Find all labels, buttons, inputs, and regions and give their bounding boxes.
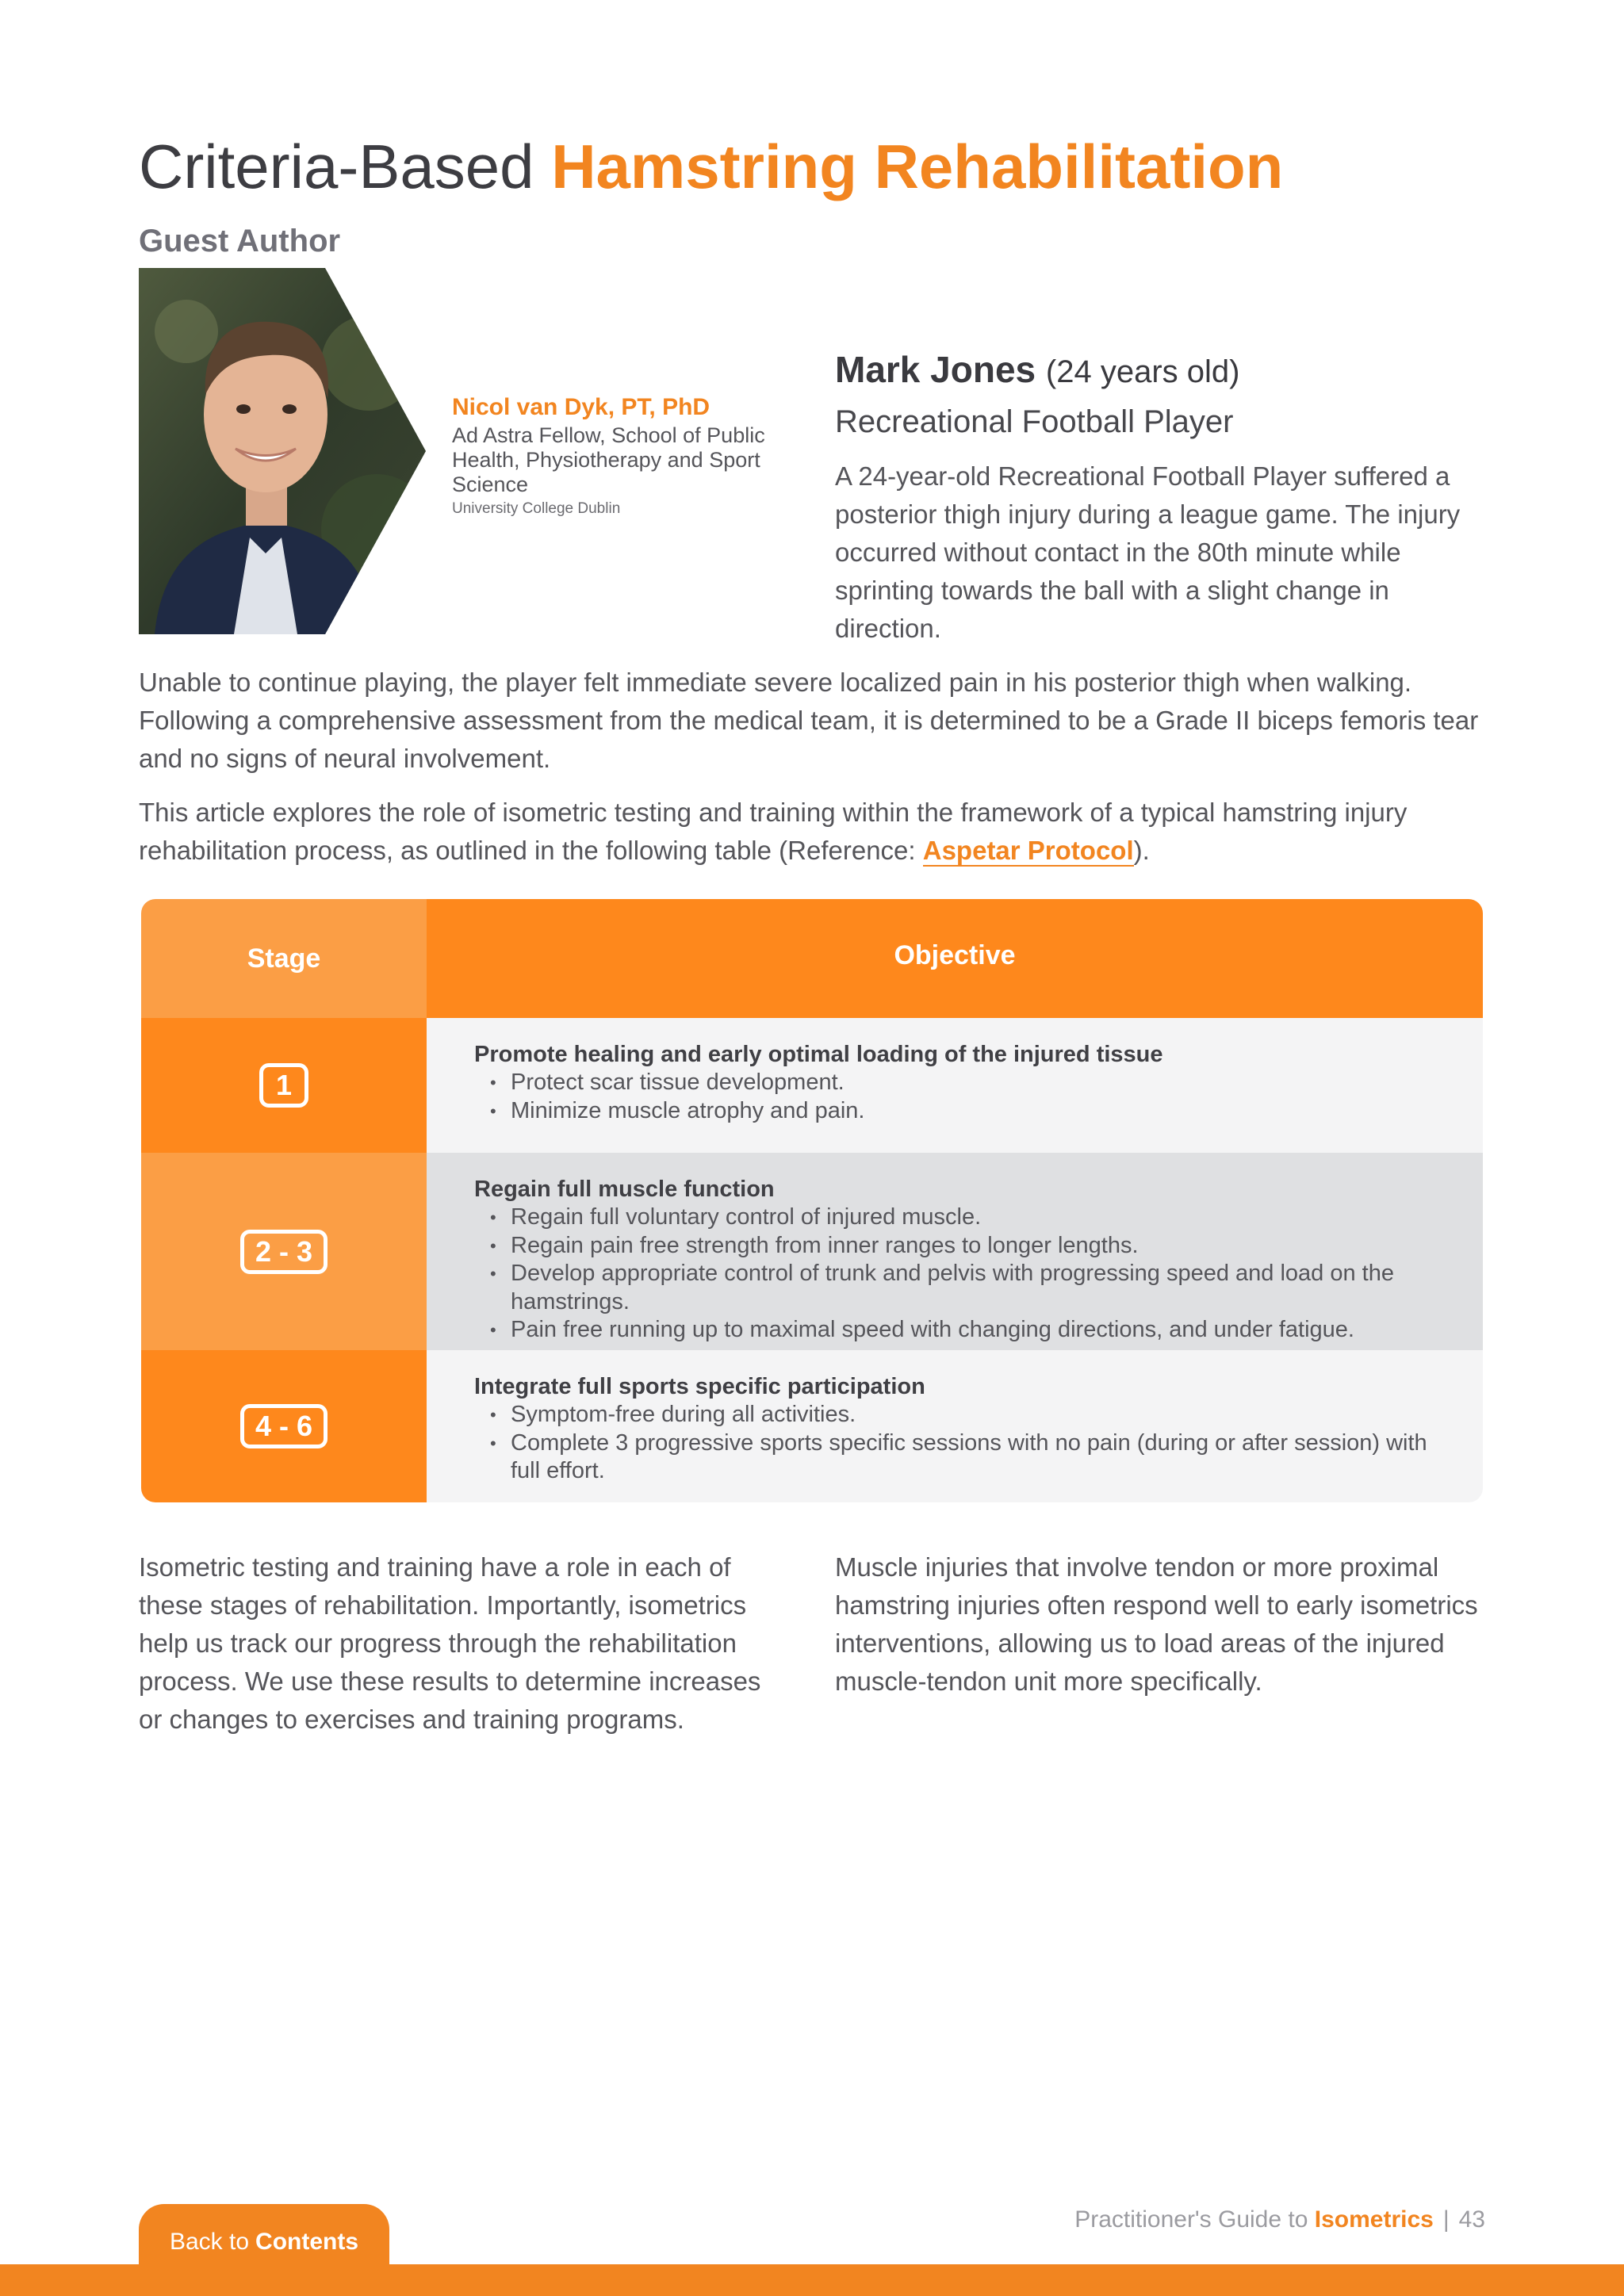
list-item: • Regain pain free strength from inner ranges to longer lengths.	[474, 1232, 1435, 1261]
stage-badge: 1	[259, 1063, 308, 1108]
stage-cell	[141, 1153, 427, 1350]
table-row	[141, 1350, 1483, 1502]
patient-age: (24 years old)	[1045, 354, 1240, 389]
footer-separator: |	[1442, 2206, 1450, 2233]
author-photo	[139, 268, 426, 634]
title-plain: Criteria-Based	[139, 132, 534, 201]
stage-cell	[141, 1350, 427, 1502]
table-row	[141, 1153, 1483, 1350]
objective-cell	[427, 1350, 1483, 1502]
case-patient-name	[835, 346, 1239, 396]
stage-badge: 2 - 3	[240, 1230, 327, 1274]
page-title	[139, 127, 1283, 206]
list-item: • Regain full voluntary control of injured muscle.	[474, 1203, 1435, 1232]
objective-list	[474, 1069, 1435, 1125]
paragraph-2-text: This article explores the role of isometric testing and training within the framework of a typical hamstring injury rehabilitation process, as outlined in the following table (Reference:	[139, 798, 1408, 865]
title-highlight: Hamstring Rehabilitation	[551, 132, 1284, 201]
list-item: • Minimize muscle atrophy and pain.	[474, 1097, 1435, 1126]
paragraph-2-suffix: ).	[1133, 836, 1150, 865]
aspetar-protocol-link[interactable]: Aspetar Protocol	[922, 836, 1134, 865]
objective-title: Integrate full sports specific participation	[474, 1374, 925, 1399]
patient-role: Recreational Football Player	[835, 404, 1234, 439]
header-objective: Objective	[427, 899, 1483, 1018]
body-paragraph-1: Unable to continue playing, the player felt immediate severe localized pain in his posterior thigh when walking. Following a comprehensive assessment from the medical team, it is determined to be a Grade II biceps femoris tear and no signs of neural involvement.	[139, 668, 1479, 773]
list-item: • Develop appropriate control of trunk and pelvis with progressing speed and load on the hamstrings.	[474, 1260, 1435, 1316]
list-item: • Protect scar tissue development.	[474, 1069, 1435, 1097]
author-role: Ad Astra Fellow, School of Public Health, Physiotherapy and Sport Science	[452, 423, 765, 496]
author-name: Nicol van Dyk, PT, PhD	[452, 394, 710, 420]
guide-highlight: Isometrics	[1314, 2206, 1434, 2233]
objective-title: Regain full muscle function	[474, 1177, 775, 1202]
page-number: 43	[1458, 2206, 1485, 2233]
back-bold: Contents	[255, 2229, 359, 2255]
case-description: A 24-year-old Recreational Football Player suffered a posterior thigh injury during a league game. The injury occurred without contact in the 80th minute while sprinting towards the ball with a slight change in direction.	[835, 461, 1461, 643]
objective-cell	[427, 1153, 1483, 1350]
list-item: • Pain free running up to maximal speed with changing directions, and under fatigue.	[474, 1316, 1435, 1345]
body-column-right: Muscle injuries that involve tendon or more proximal hamstring injuries often respond well to early isometrics interventions, allowing us to load areas of the injured muscle-tendon unit more specifically.	[835, 1552, 1478, 1696]
back-prefix: Back to	[169, 2229, 250, 2255]
rehab-stage-table	[141, 899, 1483, 1502]
body-paragraph-2	[139, 794, 1487, 870]
guide-prefix: Practitioner's Guide to	[1074, 2206, 1308, 2233]
guest-author-info	[452, 392, 785, 519]
objective-list	[474, 1401, 1435, 1486]
list-item: • Symptom-free during all activities.	[474, 1401, 1435, 1429]
guest-author-label: Guest Author	[139, 224, 341, 258]
list-item: • Complete 3 progressive sports specific sessions with no pain (during or after session) with full effort.	[474, 1429, 1435, 1486]
author-organization: University College Dublin	[452, 500, 621, 517]
patient-name: Mark Jones	[835, 349, 1036, 390]
objective-cell	[427, 1018, 1483, 1153]
stage-cell	[141, 1018, 427, 1153]
objective-list	[474, 1203, 1435, 1345]
header-stage: Stage	[141, 899, 427, 1018]
body-column-left: Isometric testing and training have a role in each of these stages of rehabilitation. Importantly, isometrics help us track our progress through the rehabilitation process. We use these results to determine increases or changes to exercises and training programs.	[139, 1552, 761, 1734]
stage-badge: 4 - 6	[240, 1404, 327, 1448]
objective-title: Promote healing and early optimal loading of the injured tissue	[474, 1042, 1163, 1067]
table-row	[141, 1018, 1483, 1153]
footer-guide-title	[1074, 2204, 1485, 2236]
back-to-contents-button[interactable]	[139, 2204, 389, 2272]
table-header-row	[141, 899, 1483, 1018]
footer-bar	[0, 2264, 1624, 2296]
